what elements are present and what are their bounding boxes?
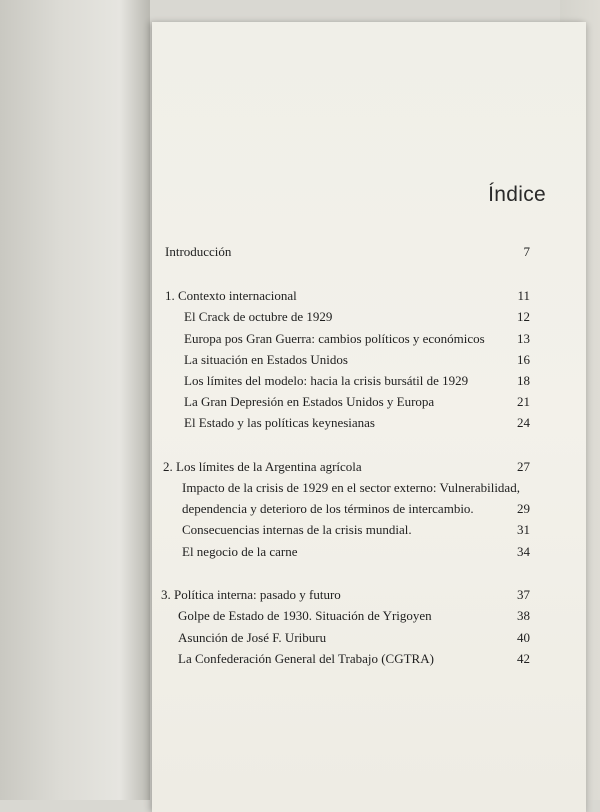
toc-entry-label: La situación en Estados Unidos [184, 352, 348, 367]
toc-chapter-label: 1. Contexto internacional [165, 288, 297, 303]
toc-entry-page: 42 [517, 651, 530, 666]
toc-entry-label: Asunción de José F. Uriburu [178, 630, 327, 645]
toc-entry [0, 480, 530, 500]
toc-entry [0, 651, 530, 671]
toc-entry [0, 309, 530, 329]
toc-entry-page: 13 [517, 331, 530, 346]
toc-entry [0, 394, 530, 414]
toc-entry [0, 522, 530, 542]
toc-entry-label: El Crack de octubre de 1929 [184, 309, 333, 324]
toc-entry-label: Consecuencias internas de la crisis mundial. [182, 522, 412, 537]
toc-entry-page: 29 [517, 501, 530, 516]
toc-entry-page: 24 [517, 415, 530, 430]
toc-entry-page: 21 [517, 394, 530, 409]
toc-chapter-3 [0, 587, 530, 607]
toc-entry-label: Golpe de Estado de 1930. Situación de Yrigoyen [178, 608, 432, 623]
toc-entry-label: Introducción [165, 244, 232, 259]
toc-entry [0, 331, 530, 351]
toc-entry [0, 608, 530, 628]
toc-entry-label: La Gran Depresión en Estados Unidos y Europa [184, 394, 435, 409]
toc-entry-page: 38 [517, 608, 530, 623]
toc-chapter-page: 11 [517, 288, 530, 303]
toc-entry-introduction [0, 244, 530, 264]
toc-entry-label: dependencia y deterioro de los términos de intercambio. [182, 501, 474, 516]
toc-entry [0, 544, 530, 564]
toc-entry-page: 40 [517, 630, 530, 645]
toc-entry-page: 31 [517, 522, 530, 537]
toc-entry-label: El negocio de la carne [182, 544, 298, 559]
toc-entry-label: Los límites del modelo: hacia la crisis bursátil de 1929 [184, 373, 469, 388]
toc-chapter-2 [0, 459, 530, 479]
toc-entry [0, 352, 530, 372]
toc-chapter-label: 3. Política interna: pasado y futuro [161, 587, 341, 602]
toc-entry-label: Impacto de la crisis de 1929 en el sector externo: Vulnerabilidad, [182, 480, 520, 495]
toc-entry-page: 34 [517, 544, 530, 559]
toc-entry [0, 501, 530, 521]
toc-chapter-page: 37 [517, 587, 530, 602]
toc-chapter-page: 27 [517, 459, 530, 474]
toc-entry-page: 12 [517, 309, 530, 324]
toc-entry [0, 630, 530, 650]
toc-entry-label: El Estado y las políticas keynesianas [184, 415, 375, 430]
toc-entry-label: Europa pos Gran Guerra: cambios políticos y económicos [184, 331, 485, 346]
toc-entry-page: 16 [517, 352, 530, 367]
toc-entry [0, 415, 530, 435]
toc-entry-page: 18 [517, 373, 530, 388]
toc-entry-page: 7 [523, 244, 530, 259]
toc-entry-label: La Confederación General del Trabajo (CGTRA) [178, 651, 434, 666]
page-title: Índice [488, 183, 546, 206]
toc-chapter-1 [0, 288, 530, 308]
toc-chapter-label: 2. Los límites de la Argentina agrícola [163, 459, 362, 474]
toc-entry [0, 373, 530, 393]
